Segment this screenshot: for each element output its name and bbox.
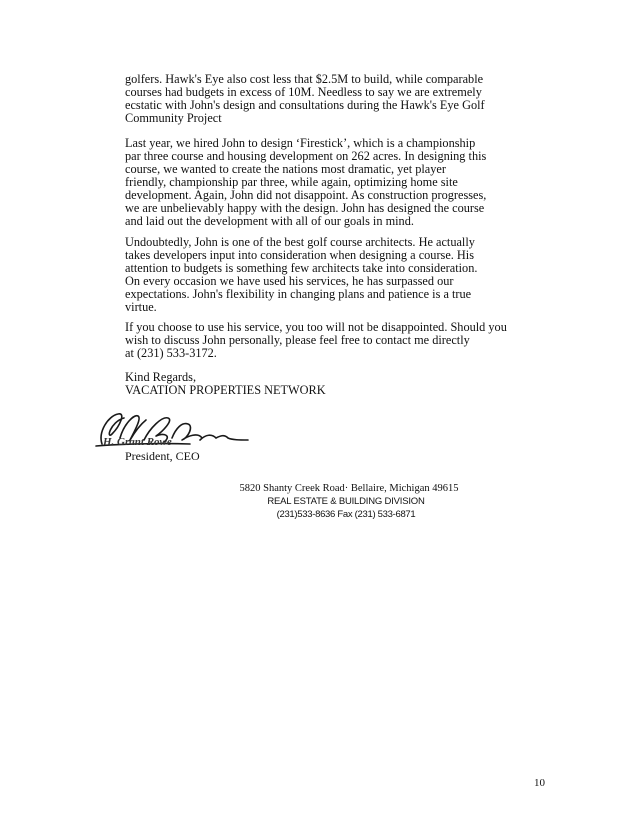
phone-fax-line: (231)533-8636 Fax (231) 533-6871 <box>276 509 416 520</box>
text-line: On every occasion we have used his services, he has surpassed our <box>125 274 454 288</box>
text-line: attention to budgets is something few architects take into consideration. <box>125 261 478 275</box>
text-line: takes developers input into consideration when designing a course. His <box>125 248 475 262</box>
text-line: Last year, we hired John to design ‘Firestick’, which is a championship <box>125 136 476 150</box>
paragraph-3 <box>125 236 525 314</box>
text-line: wish to discuss John personally, please feel free to contact me directly <box>125 333 470 347</box>
paragraph-1 <box>125 73 525 125</box>
signature-name: H. Grant Rowe <box>103 436 172 448</box>
text-line: Community Project <box>125 111 222 125</box>
closing-block <box>125 371 525 397</box>
text-line: par three course and housing development on 262 acres. In designing this <box>125 149 487 163</box>
company-name: VACATION PROPERTIES NETWORK <box>125 383 326 397</box>
paragraph-2 <box>125 137 525 228</box>
text-line: at (231) 533-3172. <box>125 346 217 360</box>
paragraph-4 <box>125 321 525 360</box>
text-line: virtue. <box>125 300 157 314</box>
text-line: expectations. John's flexibility in changing plans and patience is a true <box>125 287 472 301</box>
address-line: 5820 Shanty Creek Road· Bellaire, Michigan 49615 <box>239 483 459 494</box>
text-line: course, we wanted to create the nations most dramatic, yet player <box>125 162 446 176</box>
division-line: REAL ESTATE & BUILDING DIVISION <box>267 496 425 507</box>
text-line: golfers. Hawk's Eye also cost less that $2.5M to build, while comparable <box>125 72 484 86</box>
text-line: friendly, championship par three, while again, optimizing home site <box>125 175 458 189</box>
text-line: development. Again, John did not disappoint. As construction progresses, <box>125 188 487 202</box>
text-line: Undoubtedly, John is one of the best golf course architects. He actually <box>125 235 475 249</box>
page-number: 10 <box>534 777 545 789</box>
text-line: If you choose to use his service, you too will not be disappointed. Should you <box>125 320 507 334</box>
closing-salutation: Kind Regards, <box>125 370 197 384</box>
text-line: we are unbelievably happy with the design. John has designed the course <box>125 201 485 215</box>
text-line: courses had budgets in excess of 10M. Needless to say we are extremely <box>125 85 482 99</box>
text-line: and laid out the development with all of our goals in mind. <box>125 214 414 228</box>
signer-title: President, CEO <box>125 449 200 463</box>
text-line: ecstatic with John's design and consultations during the Hawk's Eye Golf <box>125 98 485 112</box>
